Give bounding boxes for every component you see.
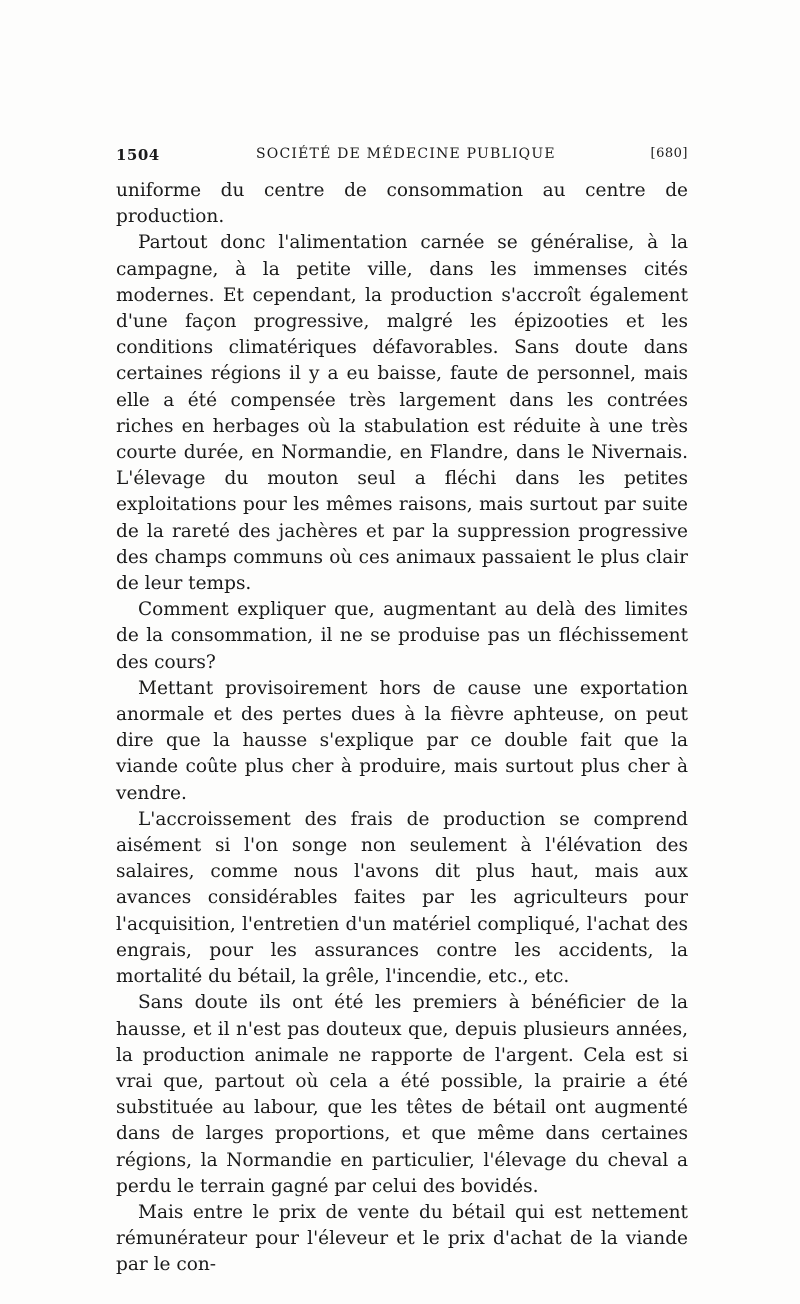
paragraph: Mais entre le prix de vente du bétail qui est nettement rémunérateur pour l'éleveur et le prix d'achat de la viande par le con- (116, 1201, 688, 1276)
page-header (116, 146, 688, 168)
paragraph: Comment expliquer que, augmentant au delà des limites de la consommation, il ne se produise pas un fléchissement des cours? (116, 599, 688, 673)
paragraph: Sans doute ils ont été les premiers à bénéficier de la hausse, et il n'est pas douteux que, depuis plusieurs années, la production animale ne rapporte de l'argent. Cela est si vrai que, partout où cela a été possible, la prairie a été substituée au labour, que les têtes de bétail ont augmenté dans de larges proportions, et que même dans certaines régions, la Normandie en particulier, l'élevage du cheval a perdu le terrain gagné par celui des bovidés. (116, 992, 688, 1197)
paragraph: uniforme du centre de consommation au centre de production. (116, 180, 688, 228)
section-number: [680] (650, 146, 688, 161)
paragraph: L'accroissement des frais de production se comprend aisément si l'on songe non seulement à l'élévation des salaires, comme nous l'avons dit plus haut, mais aux avances considérables faites par les agriculteurs pour l'acquisition, l'entretien d'un matériel compliqué, l'achat des engrais, pour les assurances contre les accidents, la mortalité du bétail, la grêle, l'incendie, etc., etc. (116, 808, 688, 988)
running-head: SOCIÉTÉ DE MÉDECINE PUBLIQUE (256, 146, 556, 162)
paragraph: Mettant provisoirement hors de cause une exportation anormale et des pertes dues à la fièvre aphteuse, on peut dire que la hausse s'explique par ce double fait que la viande coûte plus cher à produire, mais surtout plus cher à vendre. (116, 677, 688, 804)
page-number: 1504 (116, 146, 160, 164)
paragraph: Partout donc l'alimentation carnée se généralise, à la campagne, à la petite ville, dans les immenses cités modernes. Et cependant, la production s'accroît également d'une façon progressive, malgré les épizooties et les conditions climatériques défavorables. Sans doute dans certaines régions il y a eu baisse, faute de personnel, mais elle a été compensée très largement dans les contrées riches en herbages où la stabulation est réduite à une très courte durée, en Normandie, en Flandre, dans le Nivernais. L'élevage du mouton seul a fléchi dans les petites exploitations pour les mêmes raisons, mais surtout par suite de la rareté des jachères et par la suppression progressive des champs communs où ces animaux passaient le plus clair de leur temps. (116, 232, 688, 595)
body-text (116, 178, 688, 1279)
